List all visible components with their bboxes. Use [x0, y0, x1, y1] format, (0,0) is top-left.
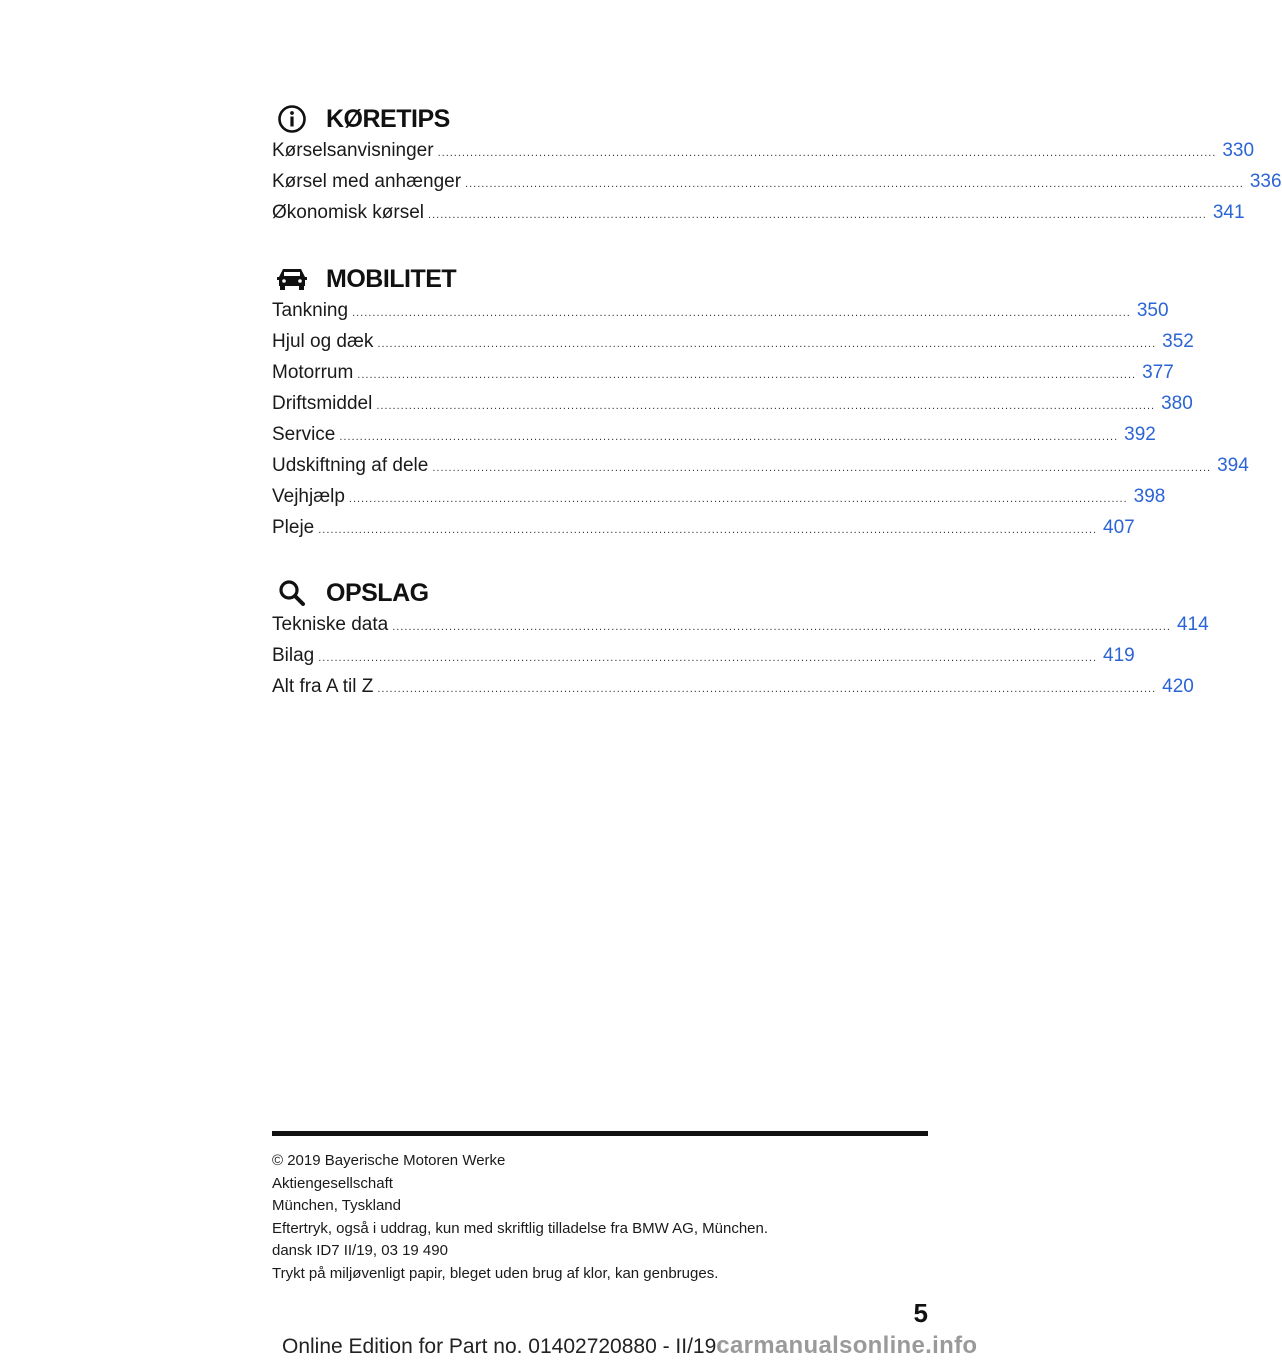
- section-heading: [272, 99, 928, 139]
- toc-page-link[interactable]: 380: [1161, 393, 1193, 414]
- section-heading: [272, 573, 928, 613]
- imprint-line: dansk ID7 II/19, 03 19 490: [272, 1242, 448, 1259]
- section-koeretips: [272, 99, 1282, 233]
- toc-entry[interactable]: [272, 517, 1135, 548]
- leader-dots: ................................................................................................................................................................................................: [318, 524, 1098, 536]
- section-title: KØRETIPS: [326, 104, 450, 133]
- toc-page-link[interactable]: 336: [1249, 171, 1282, 192]
- toc-page-link[interactable]: 377: [1142, 362, 1174, 383]
- toc-entry[interactable]: [272, 424, 1156, 455]
- leader-dots: ................................................................................................................................................................................................: [377, 338, 1157, 350]
- toc-page-link[interactable]: 407: [1103, 517, 1135, 538]
- leader-dots: ................................................................................................................................................................................................: [318, 652, 1098, 664]
- toc-entry-label: Alt fra A til Z: [272, 676, 374, 697]
- toc-page-link[interactable]: 330: [1222, 140, 1255, 161]
- toc-entry[interactable]: [272, 455, 1249, 486]
- search-icon: [272, 573, 312, 613]
- imprint-line: Eftertryk, også i uddrag, kun med skriftlig tilladelse fra BMW AG, München.: [272, 1219, 769, 1237]
- toc-entry-label: Motorrum: [272, 362, 354, 383]
- toc-entry-label: Udskiftning af dele: [272, 455, 429, 476]
- imprint: [272, 1150, 768, 1285]
- toc-list: [272, 140, 1282, 233]
- toc-list: [272, 614, 1209, 707]
- toc-entry[interactable]: [272, 331, 1194, 362]
- toc-page-link[interactable]: 420: [1162, 676, 1194, 697]
- toc-page-link[interactable]: 392: [1124, 424, 1156, 445]
- info-icon: [272, 99, 312, 139]
- toc-entry-label: Driftsmiddel: [272, 393, 373, 414]
- section-title: MOBILITET: [326, 264, 457, 293]
- toc-entry-label: Tankning: [272, 300, 349, 321]
- toc-page-link[interactable]: 419: [1103, 645, 1135, 666]
- watermark: carmanualsonline.info: [716, 1332, 978, 1359]
- leader-dots: ................................................................................................................................................................................................: [357, 369, 1137, 381]
- toc-list: [272, 300, 1249, 548]
- imprint-line: Trykt på miljøvenligt papir, bleget uden brug af klor, kan genbruges.: [272, 1264, 719, 1282]
- toc-entry[interactable]: [272, 140, 1255, 171]
- toc-entry-label: Bilag: [272, 645, 315, 666]
- leader-dots: ................................................................................................................................................................................................: [437, 147, 1217, 159]
- toc-entry[interactable]: [272, 676, 1194, 707]
- leader-dots: ................................................................................................................................................................................................: [377, 683, 1157, 695]
- toc-entry[interactable]: [272, 202, 1245, 233]
- toc-entry[interactable]: [272, 362, 1174, 393]
- toc-entry-label: Vejhjælp: [272, 486, 345, 507]
- toc-entry[interactable]: [272, 486, 1166, 517]
- toc-entry-label: Pleje: [272, 517, 315, 538]
- leader-dots: ................................................................................................................................................................................................: [432, 462, 1212, 474]
- toc-entry-label: Tekniske data: [272, 614, 389, 635]
- toc-entry[interactable]: [272, 645, 1135, 676]
- toc-entry-label: Hjul og dæk: [272, 331, 374, 352]
- toc-page-link[interactable]: 394: [1217, 455, 1249, 476]
- toc-entry-label: Økonomisk kørsel: [272, 202, 425, 223]
- page-number: 5: [913, 1298, 928, 1328]
- section-title: OPSLAG: [326, 578, 429, 607]
- car-icon: [272, 259, 312, 299]
- toc-entry-label: Service: [272, 424, 336, 445]
- footer-edition: [282, 1332, 977, 1360]
- leader-dots: ................................................................................................................................................................................................: [428, 209, 1207, 221]
- leader-dots: ................................................................................................................................................................................................: [352, 307, 1131, 319]
- leader-dots: ................................................................................................................................................................................................: [392, 621, 1171, 633]
- section-opslag: [272, 573, 1209, 707]
- toc-entry-label: Kørsel med anhænger: [272, 171, 462, 192]
- toc-page-link[interactable]: 352: [1162, 331, 1194, 352]
- section-heading: [272, 259, 928, 299]
- imprint-line: Aktiengesellschaft: [272, 1174, 393, 1192]
- toc-page-link[interactable]: 398: [1133, 486, 1166, 507]
- imprint-line: München, Tyskland: [272, 1197, 401, 1214]
- leader-dots: ................................................................................................................................................................................................: [339, 431, 1119, 443]
- section-mobilitet: [272, 259, 1249, 548]
- edition-text: Online Edition for Part no. 01402720880 - II/19: [282, 1335, 717, 1358]
- leader-dots: ................................................................................................................................................................................................: [376, 400, 1156, 412]
- toc-page-link[interactable]: 414: [1176, 614, 1209, 635]
- toc-page-link[interactable]: 341: [1212, 202, 1245, 223]
- toc-entry[interactable]: [272, 300, 1169, 331]
- leader-dots: ................................................................................................................................................................................................: [465, 178, 1244, 190]
- toc-entry-label: Kørselsanvisninger: [272, 140, 434, 161]
- toc-entry[interactable]: [272, 393, 1193, 424]
- toc-page-link[interactable]: 350: [1136, 300, 1169, 321]
- toc-entry[interactable]: [272, 614, 1209, 645]
- divider-rule: [272, 1131, 928, 1136]
- toc-entry[interactable]: [272, 171, 1282, 202]
- imprint-line: © 2019 Bayerische Motoren Werke: [272, 1152, 506, 1169]
- leader-dots: ................................................................................................................................................................................................: [348, 493, 1128, 505]
